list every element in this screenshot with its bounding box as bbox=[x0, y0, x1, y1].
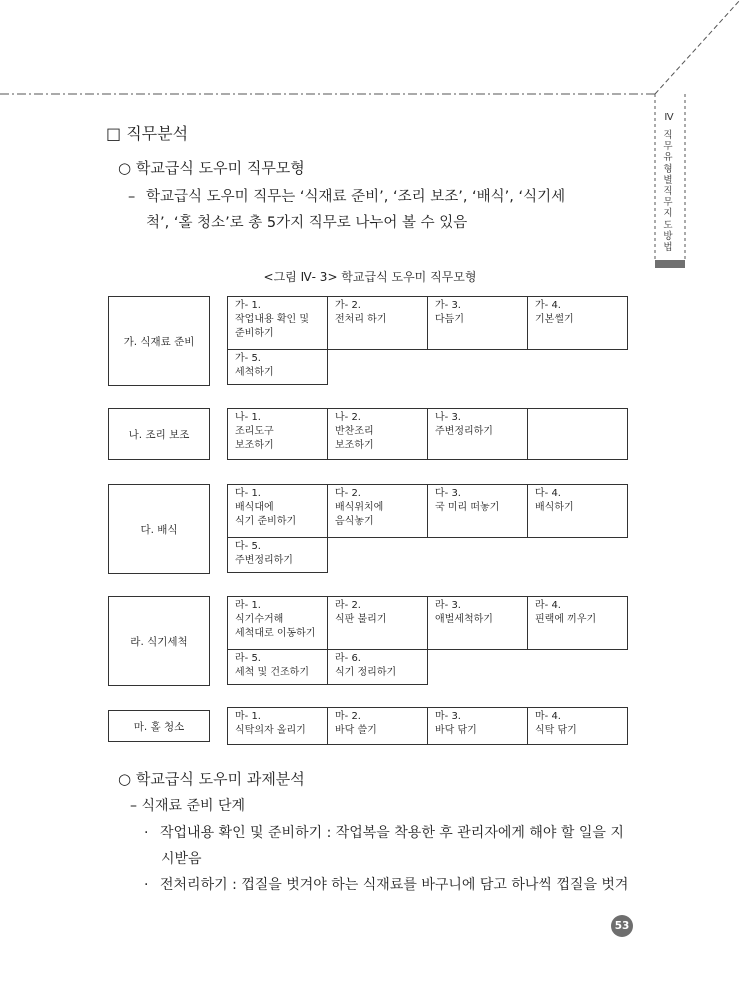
task-code: 다- 4. bbox=[535, 488, 561, 499]
job-category-box: 가. 식재료 준비 bbox=[108, 296, 210, 386]
task-bullet-line2: 시받음 bbox=[161, 851, 202, 867]
task-cell bbox=[327, 408, 428, 460]
task-label: 전처리 하기 bbox=[335, 314, 387, 325]
task-cell bbox=[527, 408, 628, 460]
task-label: 식기수거해 세척대로 이동하기 bbox=[235, 614, 316, 639]
task-cell bbox=[427, 707, 528, 745]
task-code: 나- 1. bbox=[235, 412, 261, 423]
task-code: 라- 5. bbox=[235, 653, 261, 664]
task-code: 마- 2. bbox=[335, 711, 361, 722]
task-code: 마- 4. bbox=[535, 711, 561, 722]
task-cell bbox=[227, 537, 328, 573]
job-category-box: 마. 홀 청소 bbox=[108, 710, 210, 742]
task-code: 다- 3. bbox=[435, 488, 461, 499]
model-description bbox=[128, 184, 634, 236]
task-label: 식판 불리기 bbox=[335, 614, 387, 625]
task-label: 세척 및 건조하기 bbox=[235, 667, 309, 678]
task-label: 식탁의자 올리기 bbox=[235, 725, 306, 736]
task-label: 세척하기 bbox=[235, 367, 274, 378]
task-code: 라- 6. bbox=[335, 653, 361, 664]
chapter-side-bar bbox=[655, 260, 685, 268]
task-label: 식기 정리하기 bbox=[335, 667, 397, 678]
task-code: 가- 4. bbox=[535, 300, 561, 311]
model-description-line2: 척’, ‘홀 청소’로 총 5가지 직무로 나누어 볼 수 있음 bbox=[146, 215, 468, 231]
bullet-mark: · bbox=[144, 877, 149, 893]
task-bullet bbox=[144, 872, 634, 898]
task-label: 배식위치에 음식놓기 bbox=[335, 502, 384, 527]
section-title: □ 직무분석 bbox=[106, 124, 189, 143]
task-label: 애벌세척하기 bbox=[435, 614, 493, 625]
task-cell bbox=[327, 649, 428, 685]
task-label: 다듬기 bbox=[435, 314, 464, 325]
chapter-side-label: 직무유형별 직무지도방법 bbox=[663, 130, 673, 254]
task-cell bbox=[227, 596, 328, 650]
task-cell bbox=[427, 408, 528, 460]
task-label: 작업내용 확인 및 준비하기 bbox=[235, 314, 309, 339]
task-label: 조리도구 보조하기 bbox=[235, 426, 274, 451]
task-bullet-line1: 전처리하기 : 껍질을 벗겨야 하는 식재료를 바구니에 담고 하나씩 껍질을 벗겨 bbox=[160, 877, 629, 893]
task-label: 기본썰기 bbox=[535, 314, 574, 325]
task-label: 핀랙에 끼우기 bbox=[535, 614, 597, 625]
subsection-title-task-analysis: ○ 학교급식 도우미 과제분석 bbox=[118, 770, 305, 788]
task-cell bbox=[227, 649, 328, 685]
task-cell bbox=[527, 707, 628, 745]
task-cell bbox=[227, 707, 328, 745]
task-code: 마- 1. bbox=[235, 711, 261, 722]
task-label: 식탁 닦기 bbox=[535, 725, 577, 736]
task-code: 다- 1. bbox=[235, 488, 261, 499]
figure-caption: <그림 Ⅳ- 3> 학교급식 도우미 직무모형 bbox=[263, 270, 477, 284]
task-label: 배식대에 식기 준비하기 bbox=[235, 502, 297, 527]
task-cell bbox=[227, 349, 328, 385]
task-cell bbox=[527, 596, 628, 650]
task-cell bbox=[427, 296, 528, 350]
task-code: 가- 1. bbox=[235, 300, 261, 311]
task-cell bbox=[427, 484, 528, 538]
task-bullet-line1: 작업내용 확인 및 준비하기 : 작업복을 착용한 후 관리자에게 해야 할 일을 지 bbox=[160, 825, 624, 841]
task-label: 배식하기 bbox=[535, 502, 574, 513]
task-code: 가- 2. bbox=[335, 300, 361, 311]
task-cell bbox=[527, 296, 628, 350]
job-category-box: 라. 식기세척 bbox=[108, 596, 210, 686]
task-code: 마- 3. bbox=[435, 711, 461, 722]
subsection-title-model: ○ 학교급식 도우미 직무모형 bbox=[118, 159, 305, 177]
task-cell bbox=[227, 484, 328, 538]
task-label: 바닥 닦기 bbox=[435, 725, 477, 736]
task-cell bbox=[327, 596, 428, 650]
task-code: 라- 1. bbox=[235, 600, 261, 611]
task-bullet bbox=[144, 820, 634, 872]
task-label: 반찬조리 보조하기 bbox=[335, 426, 374, 451]
task-cell bbox=[327, 296, 428, 350]
task-cell bbox=[327, 707, 428, 745]
dash-marker: – bbox=[128, 189, 136, 205]
task-code: 가- 3. bbox=[435, 300, 461, 311]
bullet-mark: · bbox=[144, 825, 149, 841]
task-code: 다- 2. bbox=[335, 488, 361, 499]
page-number: 53 bbox=[611, 915, 633, 937]
task-code: 라- 2. bbox=[335, 600, 361, 611]
task-code: 나- 3. bbox=[435, 412, 461, 423]
task-label: 바닥 쓸기 bbox=[335, 725, 377, 736]
job-category-box: 다. 배식 bbox=[108, 484, 210, 574]
task-label: 주변정리하기 bbox=[435, 426, 493, 437]
task-code: 라- 4. bbox=[535, 600, 561, 611]
task-cell bbox=[227, 408, 328, 460]
task-code: 나- 2. bbox=[335, 412, 361, 423]
model-description-line1: 학교급식 도우미 직무는 ‘식재료 준비’, ‘조리 보조’, ‘배식’, ‘식기세 bbox=[146, 189, 566, 205]
task-code: 다- 5. bbox=[235, 541, 261, 552]
task-code: 라- 3. bbox=[435, 600, 461, 611]
task-code: 가- 5. bbox=[235, 353, 261, 364]
task-cell bbox=[427, 596, 528, 650]
task-cell bbox=[527, 484, 628, 538]
task-label: 주변정리하기 bbox=[235, 555, 293, 566]
task-cell bbox=[227, 296, 328, 350]
chapter-roman-numeral: Ⅳ bbox=[664, 112, 674, 123]
task-label: 국 미리 떠놓기 bbox=[435, 502, 500, 513]
stage-heading: – 식재료 준비 단계 bbox=[130, 798, 246, 814]
job-category-box: 나. 조리 보조 bbox=[108, 408, 210, 460]
task-cell bbox=[327, 484, 428, 538]
